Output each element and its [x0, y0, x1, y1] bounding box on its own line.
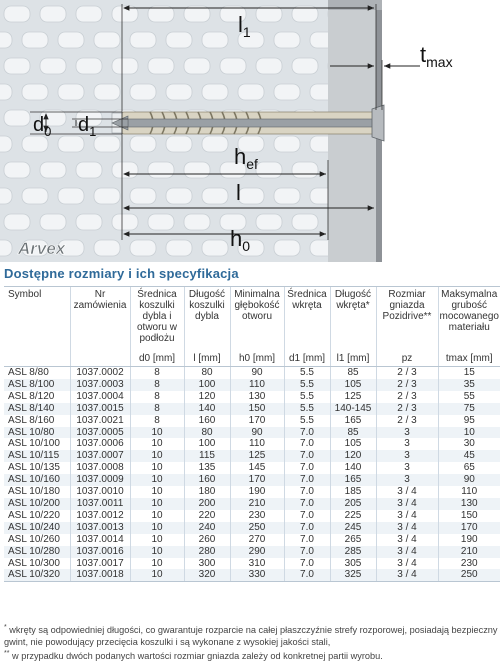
cell-pozidrive: 3	[376, 427, 438, 439]
cell-max-thickness: 45	[438, 450, 500, 462]
cell-pozidrive: 2 / 3	[376, 391, 438, 403]
cell-max-thickness: 190	[438, 534, 500, 546]
cell-screw-length: 265	[330, 534, 376, 546]
cell-max-thickness: 35	[438, 379, 500, 391]
cell-sleeve-diameter: 10	[130, 546, 184, 558]
label-hef: $h_{ef}$	[234, 144, 258, 172]
cell-screw-length: 285	[330, 546, 376, 558]
cell-sleeve-length: 280	[184, 546, 230, 558]
cell-sleeve-diameter: 10	[130, 534, 184, 546]
cell-screw-length: 140-145	[330, 403, 376, 415]
table-row	[4, 379, 500, 391]
cell-screw-length: 325	[330, 569, 376, 581]
footnotes	[4, 622, 500, 663]
table-row	[4, 510, 500, 522]
cell-screw-diameter: 7.0	[284, 510, 330, 522]
cell-symbol: ASL 8/80	[8, 367, 49, 378]
label-h0: $h_0$	[230, 226, 251, 254]
cell-min-hole-depth: 290	[230, 546, 284, 558]
cell-order-no: 1037.0011	[70, 498, 130, 510]
cell-sleeve-diameter: 10	[130, 558, 184, 570]
cell-pozidrive: 2 / 3	[376, 415, 438, 427]
cell-screw-length: 105	[330, 379, 376, 391]
cell-order-no: 1037.0007	[70, 450, 130, 462]
col-header-min-hole-depth: Minimalna głębokość otworu	[230, 287, 284, 353]
table-body	[4, 367, 500, 582]
plate-background	[382, 0, 503, 262]
col-header-pozidrive: Rozmiar gniazda Pozidrive**	[376, 287, 438, 353]
cell-order-no: 1037.0009	[70, 474, 130, 486]
cell-order-no: 1037.0017	[70, 558, 130, 570]
cell-sleeve-diameter: 10	[130, 498, 184, 510]
label-d0: $d_0$	[33, 114, 52, 139]
cell-sleeve-diameter: 10	[130, 569, 184, 581]
table-units-row	[4, 352, 500, 367]
cell-sleeve-length: 120	[184, 391, 230, 403]
table-row	[4, 558, 500, 570]
footnote-screws: * wkręty są odpowiedniej długości, co gwarantuje rozparcie na całej płaszczyźnie strefy rozporowej, posiadają bezpieczny gwint, nie powodujący przecięcia koszulki i są wykonane z wysokiej jakości stali,	[4, 624, 498, 647]
section-title: Dostępne rozmiary i ich specyfikacja	[4, 266, 239, 281]
table-row	[4, 569, 500, 581]
cell-order-no: 1037.0004	[70, 391, 130, 403]
cell-min-hole-depth: 190	[230, 486, 284, 498]
cell-screw-diameter: 7.0	[284, 534, 330, 546]
cell-sleeve-length: 100	[184, 379, 230, 391]
cell-sleeve-length: 140	[184, 403, 230, 415]
cell-screw-length: 140	[330, 462, 376, 474]
cell-screw-length: 305	[330, 558, 376, 570]
cell-sleeve-diameter: 10	[130, 510, 184, 522]
cell-screw-diameter: 7.0	[284, 558, 330, 570]
cell-screw-length: 185	[330, 486, 376, 498]
cell-order-no: 1037.0014	[70, 534, 130, 546]
cell-min-hole-depth: 170	[230, 474, 284, 486]
cell-sleeve-diameter: 8	[130, 415, 184, 427]
cell-screw-diameter: 5.5	[284, 391, 330, 403]
cell-max-thickness: 250	[438, 569, 500, 581]
cell-screw-length: 205	[330, 498, 376, 510]
cell-min-hole-depth: 125	[230, 450, 284, 462]
cell-order-no: 1037.0013	[70, 522, 130, 534]
cell-sleeve-length: 80	[184, 427, 230, 439]
col-header-order-no: Nr zamówienia	[70, 287, 130, 353]
cell-min-hole-depth: 230	[230, 510, 284, 522]
cell-pozidrive: 3 / 4	[376, 498, 438, 510]
cell-order-no: 1037.0015	[70, 403, 130, 415]
cell-min-hole-depth: 110	[230, 438, 284, 450]
cell-pozidrive: 2 / 3	[376, 403, 438, 415]
cell-sleeve-length: 260	[184, 534, 230, 546]
cell-order-no: 1037.0018	[70, 569, 130, 581]
cell-sleeve-diameter: 10	[130, 450, 184, 462]
cell-sleeve-diameter: 10	[130, 486, 184, 498]
cell-screw-length: 105	[330, 438, 376, 450]
cell-symbol: ASL 10/180	[8, 486, 60, 498]
cell-order-no: 1037.0006	[70, 438, 130, 450]
table-row	[4, 450, 500, 462]
cell-screw-diameter: 7.0	[284, 546, 330, 558]
cell-max-thickness: 30	[438, 438, 500, 450]
col-header-screw-length: Długość wkręta*	[330, 287, 376, 353]
cell-sleeve-length: 300	[184, 558, 230, 570]
table-row	[4, 391, 500, 403]
cell-max-thickness: 90	[438, 474, 500, 486]
cell-pozidrive: 3 / 4	[376, 546, 438, 558]
cell-min-hole-depth: 145	[230, 462, 284, 474]
cell-min-hole-depth: 130	[230, 391, 284, 403]
cell-sleeve-diameter: 8	[130, 367, 184, 379]
table-row	[4, 546, 500, 558]
cell-symbol: ASL 10/300	[8, 557, 60, 569]
cell-sleeve-diameter: 10	[130, 522, 184, 534]
cell-pozidrive: 3 / 4	[376, 522, 438, 534]
cell-screw-length: 165	[330, 474, 376, 486]
table-row	[4, 415, 500, 427]
table-row	[4, 438, 500, 450]
cell-min-hole-depth: 90	[230, 367, 284, 379]
cell-min-hole-depth: 250	[230, 522, 284, 534]
table-row	[4, 498, 500, 510]
label-l1: $l_1$	[238, 12, 251, 40]
col-header-max-thickness: Maksymalna grubość mocowanego materiału	[438, 287, 500, 353]
cell-symbol: ASL 10/240	[4, 522, 70, 534]
table-row	[4, 427, 500, 439]
cell-pozidrive: 3	[376, 462, 438, 474]
col-header-symbol: Symbol	[4, 287, 70, 353]
unit-cell: tmax [mm]	[438, 352, 500, 367]
cell-min-hole-depth: 170	[230, 415, 284, 427]
cell-max-thickness: 75	[438, 403, 500, 415]
cell-sleeve-length: 220	[184, 510, 230, 522]
cell-pozidrive: 3 / 4	[376, 534, 438, 546]
cell-max-thickness: 150	[438, 510, 500, 522]
cell-symbol: ASL 8/120	[8, 390, 55, 402]
cell-max-thickness: 210	[438, 546, 500, 558]
unit-cell: d0 [mm]	[130, 352, 184, 367]
cell-order-no: 1037.0012	[70, 510, 130, 522]
cell-symbol: ASL 10/160	[4, 474, 70, 486]
cell-pozidrive: 3	[376, 474, 438, 486]
unit-cell	[70, 352, 130, 367]
specification-table	[4, 286, 500, 582]
dowel-installation-diagram	[0, 0, 503, 262]
cell-max-thickness: 170	[438, 522, 500, 534]
cell-screw-diameter: 7.0	[284, 450, 330, 462]
cell-max-thickness: 55	[438, 391, 500, 403]
table-row	[4, 474, 500, 486]
cell-screw-diameter: 7.0	[284, 498, 330, 510]
cell-order-no: 1037.0008	[70, 462, 130, 474]
cell-sleeve-diameter: 10	[130, 474, 184, 486]
cell-screw-length: 225	[330, 510, 376, 522]
cell-sleeve-length: 80	[184, 367, 230, 379]
cell-sleeve-length: 160	[184, 415, 230, 427]
cell-screw-diameter: 7.0	[284, 522, 330, 534]
table-header-row	[4, 287, 500, 353]
cell-symbol: ASL 8/160	[8, 414, 55, 426]
cell-max-thickness: 230	[438, 558, 500, 570]
cell-order-no: 1037.0003	[70, 379, 130, 391]
cell-sleeve-diameter: 8	[130, 403, 184, 415]
cell-screw-diameter: 5.5	[284, 415, 330, 427]
cell-screw-length: 165	[330, 415, 376, 427]
arvex-logo: Arvex	[18, 239, 66, 258]
screw-shank	[128, 119, 378, 127]
cell-min-hole-depth: 270	[230, 534, 284, 546]
cell-screw-length: 245	[330, 522, 376, 534]
cell-min-hole-depth: 210	[230, 498, 284, 510]
screw-head	[372, 105, 384, 141]
cell-min-hole-depth: 310	[230, 558, 284, 570]
cell-screw-length: 85	[330, 427, 376, 439]
label-l: l	[236, 180, 241, 205]
unit-cell: l1 [mm]	[330, 352, 376, 367]
cell-sleeve-length: 135	[184, 462, 230, 474]
unit-cell: d1 [mm]	[284, 352, 330, 367]
cell-symbol: ASL 8/140	[4, 403, 70, 415]
cell-max-thickness: 65	[438, 462, 500, 474]
cell-max-thickness: 15	[438, 367, 500, 379]
col-header-sleeve-diameter: Średnica koszulki dybla i otworu w podłożu	[130, 287, 184, 353]
cell-sleeve-diameter: 8	[130, 391, 184, 403]
cell-screw-diameter: 7.0	[284, 569, 330, 581]
cell-screw-diameter: 5.5	[284, 403, 330, 415]
cell-screw-length: 125	[330, 391, 376, 403]
cell-min-hole-depth: 90	[230, 427, 284, 439]
cell-sleeve-length: 200	[184, 498, 230, 510]
cell-sleeve-length: 240	[184, 522, 230, 534]
cell-order-no: 1037.0021	[70, 415, 130, 427]
table-row	[4, 367, 500, 379]
cell-screw-diameter: 5.5	[284, 367, 330, 379]
cell-screw-diameter: 7.0	[284, 427, 330, 439]
cell-max-thickness: 10	[438, 427, 500, 439]
cell-sleeve-length: 180	[184, 486, 230, 498]
cell-symbol: ASL 10/260	[8, 533, 60, 545]
table-row	[4, 462, 500, 474]
unit-cell: h0 [mm]	[230, 352, 284, 367]
cell-sleeve-length: 115	[184, 450, 230, 462]
unit-cell: pz	[376, 352, 438, 367]
table-row	[4, 403, 500, 415]
cell-max-thickness: 110	[438, 486, 500, 498]
cell-pozidrive: 3 / 4	[376, 486, 438, 498]
cell-symbol: ASL 10/135	[8, 462, 60, 474]
cell-sleeve-diameter: 10	[130, 427, 184, 439]
cell-pozidrive: 3 / 4	[376, 510, 438, 522]
cell-min-hole-depth: 330	[230, 569, 284, 581]
table-row	[4, 486, 500, 498]
label-d1: $d_1$	[78, 114, 97, 139]
cell-pozidrive: 3 / 4	[376, 569, 438, 581]
cell-min-hole-depth: 150	[230, 403, 284, 415]
cell-symbol: ASL 10/100	[8, 438, 60, 450]
cell-symbol: ASL 10/280	[4, 546, 70, 558]
unit-cell: l [mm]	[184, 352, 230, 367]
cell-order-no: 1037.0016	[70, 546, 130, 558]
table-row	[4, 522, 500, 534]
table-row	[4, 534, 500, 546]
cell-pozidrive: 2 / 3	[376, 379, 438, 391]
cell-sleeve-length: 100	[184, 438, 230, 450]
cell-symbol: ASL 10/220	[8, 509, 60, 521]
cell-symbol: ASL 10/80	[4, 427, 70, 439]
cell-symbol: ASL 10/320	[4, 569, 70, 581]
cell-pozidrive: 3	[376, 450, 438, 462]
label-tmax: $t_{max}$	[420, 42, 453, 70]
footnote-pozidrive: ** w przypadku dwóch podanych wartości rozmiar gniazda zależy od konkretnej partii wyrobu.	[4, 650, 383, 662]
cell-pozidrive: 2 / 3	[376, 367, 438, 379]
cell-screw-diameter: 7.0	[284, 474, 330, 486]
col-header-screw-diameter: Średnica wkręta	[284, 287, 330, 353]
cell-screw-length: 85	[330, 367, 376, 379]
cell-pozidrive: 3 / 4	[376, 558, 438, 570]
cell-sleeve-length: 160	[184, 474, 230, 486]
cell-max-thickness: 95	[438, 415, 500, 427]
cell-symbol: ASL 10/115	[4, 450, 70, 462]
cell-symbol: ASL 8/100	[4, 379, 70, 391]
cell-sleeve-diameter: 10	[130, 462, 184, 474]
cell-pozidrive: 3	[376, 438, 438, 450]
cell-symbol: ASL 10/200	[4, 498, 70, 510]
col-header-sleeve-length: Długość koszulki dybla	[184, 287, 230, 353]
cell-min-hole-depth: 110	[230, 379, 284, 391]
cell-sleeve-length: 320	[184, 569, 230, 581]
plate-top-strip	[328, 0, 382, 10]
cell-sleeve-diameter: 8	[130, 379, 184, 391]
cell-screw-diameter: 7.0	[284, 462, 330, 474]
cell-order-no: 1037.0010	[70, 486, 130, 498]
cell-max-thickness: 130	[438, 498, 500, 510]
cell-screw-length: 120	[330, 450, 376, 462]
cell-screw-diameter: 5.5	[284, 379, 330, 391]
unit-cell	[4, 352, 70, 367]
cell-order-no: 1037.0002	[70, 367, 130, 379]
cell-sleeve-diameter: 10	[130, 438, 184, 450]
cell-order-no: 1037.0005	[70, 427, 130, 439]
cell-screw-diameter: 7.0	[284, 486, 330, 498]
cell-screw-diameter: 7.0	[284, 438, 330, 450]
